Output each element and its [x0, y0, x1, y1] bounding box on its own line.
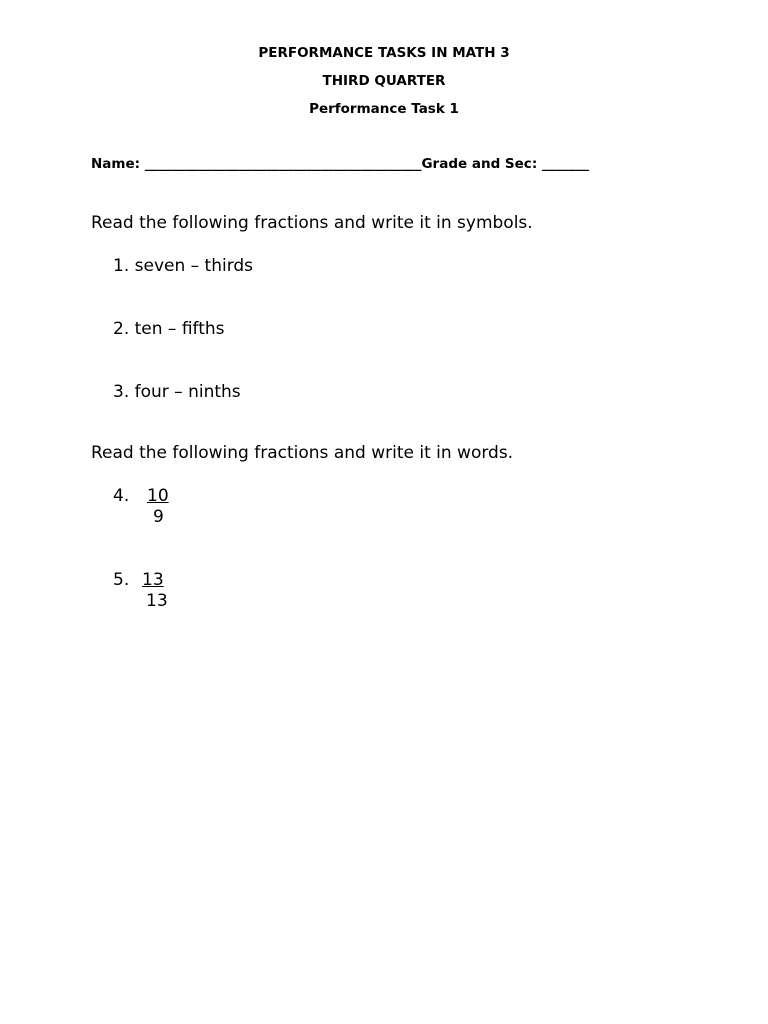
question-3: 3. four – ninths [113, 382, 241, 402]
question-4-numerator: 10 [147, 486, 169, 506]
worksheet-title: PERFORMANCE TASKS IN MATH 3 [258, 45, 510, 61]
question-1: 1. seven – thirds [113, 256, 254, 276]
question-4-denominator: 9 [153, 507, 164, 527]
question-5-denominator: 13 [146, 591, 168, 611]
question-5-numerator: 13 [142, 570, 164, 590]
question-4-number: 4. [113, 486, 130, 506]
task-heading: Performance Task 1 [309, 101, 459, 117]
name-grade-line: Name: _________________________________________Grade and Sec: _______ [91, 156, 590, 172]
quarter-heading: THIRD QUARTER [322, 73, 446, 89]
question-5-number: 5. [113, 570, 130, 590]
question-2: 2. ten – fifths [113, 319, 225, 339]
words-instruction: Read the following fractions and write it in words. [91, 443, 514, 463]
symbols-instruction: Read the following fractions and write it in symbols. [91, 213, 533, 233]
